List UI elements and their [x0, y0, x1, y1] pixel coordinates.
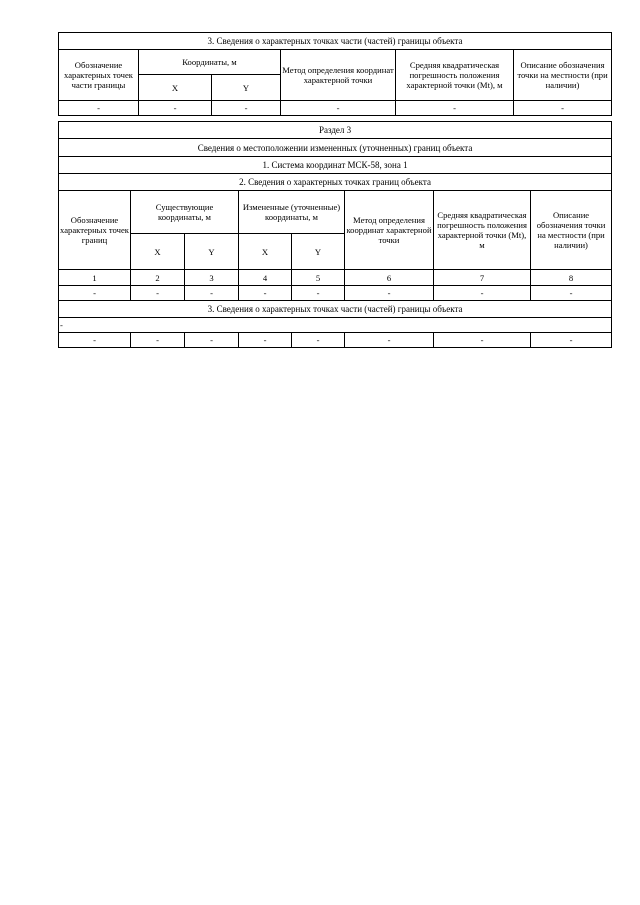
table-cell: - — [139, 101, 212, 116]
table-cell: - — [531, 286, 612, 301]
column-number: 1 — [59, 270, 131, 286]
table-cell: - — [292, 286, 345, 301]
table-cell: - — [59, 101, 139, 116]
header-method: Метод определения координат характерной точки — [345, 191, 434, 270]
changed-boundaries-table — [58, 121, 612, 348]
column-number: 8 — [531, 270, 612, 286]
part-points-table — [58, 32, 612, 116]
table-cell: - — [239, 286, 292, 301]
table-row — [59, 286, 612, 301]
header-changed-coordinates: Измененные (уточненные) координаты, м — [239, 191, 345, 234]
table-cell: - — [131, 286, 185, 301]
table-cell: - — [185, 286, 239, 301]
header-error: Средняя квадратическая погрешность положения характерной точки (Mt), м — [396, 50, 514, 101]
table-cell: - — [185, 333, 239, 348]
header-y-existing: Y — [185, 234, 239, 270]
table-cell: - — [131, 333, 185, 348]
header-existing-coordinates: Существующие координаты, м — [131, 191, 239, 234]
header-y: Y — [212, 75, 281, 101]
table-cell: - — [281, 101, 396, 116]
table-cell: - — [345, 333, 434, 348]
header-method: Метод определения координат характерной точки — [281, 50, 396, 101]
table-row — [59, 333, 612, 348]
coordinate-system: 1. Система координат МСК-58, зона 1 — [59, 157, 612, 174]
header-coordinates: Координаты, м — [139, 50, 281, 75]
header-description: Описание обозначения точки на местности (при наличии) — [531, 191, 612, 270]
column-number: 6 — [345, 270, 434, 286]
table-cell: - — [434, 286, 531, 301]
header-x-existing: X — [131, 234, 185, 270]
column-number: 7 — [434, 270, 531, 286]
part-points-title: 3. Сведения о характерных точках части (частей) границы объекта — [59, 301, 612, 318]
table-cell: - — [59, 286, 131, 301]
table-cell: - — [345, 286, 434, 301]
column-number: 2 — [131, 270, 185, 286]
header-error: Средняя квадратическая погрешность положения характерной точки (Mt), м — [434, 191, 531, 270]
column-numbers-row — [59, 270, 612, 286]
blank-line: - — [59, 318, 612, 333]
section-subheading: Сведения о местоположении измененных (уточненных) границ объекта — [59, 139, 612, 157]
table-cell: - — [434, 333, 531, 348]
table-row — [59, 101, 612, 116]
table-cell: - — [514, 101, 612, 116]
header-x-changed: X — [239, 234, 292, 270]
table-cell: - — [59, 333, 131, 348]
header-description: Описание обозначения точки на местности (при наличии) — [514, 50, 612, 101]
header-designation: Обозначение характерных точек части границы — [59, 50, 139, 101]
table-title: 2. Сведения о характерных точках границ объекта — [59, 174, 612, 191]
header-x: X — [139, 75, 212, 101]
table-cell: - — [531, 333, 612, 348]
section-heading: Раздел 3 — [59, 122, 612, 139]
table-cell: - — [396, 101, 514, 116]
table-cell: - — [292, 333, 345, 348]
table-title: 3. Сведения о характерных точках части (частей) границы объекта — [59, 33, 612, 50]
table-cell: - — [212, 101, 281, 116]
column-number: 3 — [185, 270, 239, 286]
table-cell: - — [239, 333, 292, 348]
column-number: 5 — [292, 270, 345, 286]
header-y-changed: Y — [292, 234, 345, 270]
column-number: 4 — [239, 270, 292, 286]
header-designation: Обозначение характерных точек границ — [59, 191, 131, 270]
